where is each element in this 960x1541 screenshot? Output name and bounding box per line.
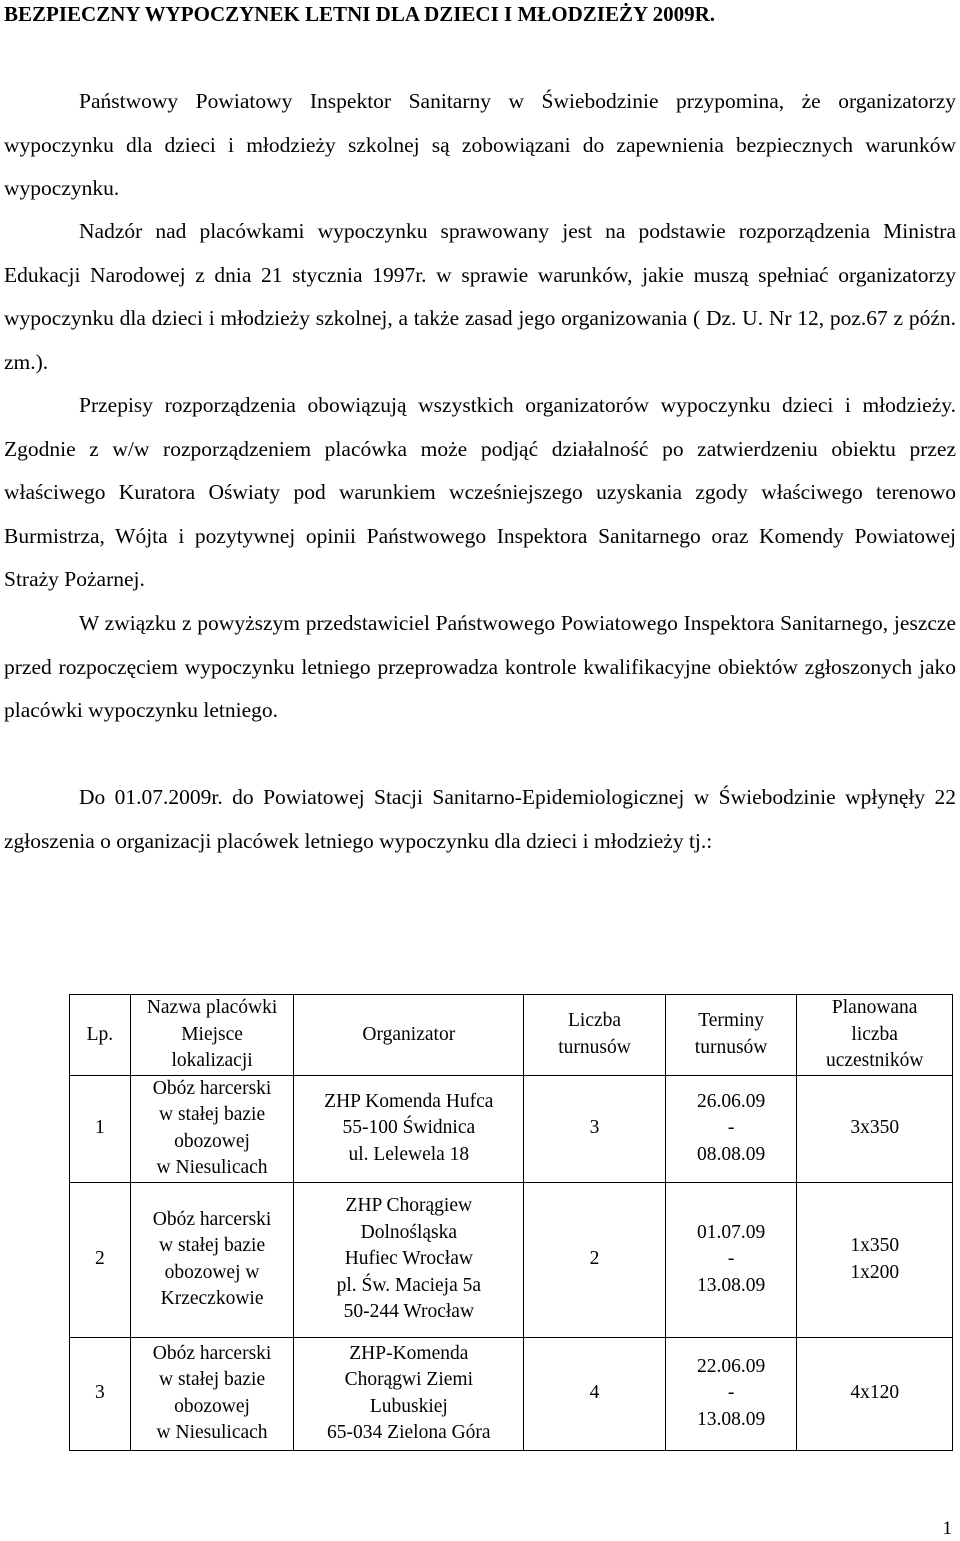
header-terms: [665, 995, 797, 1076]
cell-terms: [665, 1337, 797, 1450]
cell-line: 13.08.09: [696, 1408, 766, 1430]
cell-participants: [797, 1182, 953, 1337]
paragraph-4-text: W związku z powyższym przedstawiciel Państwowego Powiatowego Inspektora Sanitarnego, jeszcze przed rozpoczęciem wypoczynku letniego przeprowadza kontrole kwalifikacyjne obiektów zgłoszonych jako placówki wypoczynku letniego.: [4, 611, 956, 723]
cell-lp: 2: [70, 1182, 131, 1337]
cell-line: -: [727, 1117, 735, 1139]
cell-line: ZHP Komenda Hufca: [324, 1090, 494, 1112]
cell-line: w stałej bazie: [159, 1235, 266, 1256]
paragraph-4: [4, 602, 956, 733]
cell-name: [130, 1075, 294, 1182]
cell-organizer: [294, 1337, 524, 1450]
header-name-line: Miejsce: [181, 1023, 243, 1045]
cell-line: 01.07.09: [696, 1221, 766, 1243]
cell-line: 1x350: [850, 1235, 900, 1256]
cell-line: 55-100 Świdnica: [342, 1117, 476, 1139]
table-row: [70, 1075, 953, 1182]
header-count-line: turnusów: [558, 1036, 631, 1058]
cell-line: w Niesulicach: [156, 1422, 268, 1443]
cell-name: [130, 1182, 294, 1337]
cell-organizer: [294, 1075, 524, 1182]
cell-line: pl. Św. Macieja 5a: [336, 1274, 482, 1296]
cell-line: 1x200: [850, 1261, 900, 1283]
paragraph-2: [4, 210, 956, 384]
table-row: [70, 1182, 953, 1337]
header-name-line: lokalizacji: [171, 1050, 253, 1071]
header-participants-line: Planowana: [831, 997, 918, 1018]
table-header-row: [70, 995, 953, 1076]
cell-line: w stałej bazie: [159, 1369, 266, 1390]
cell-line: 22.06.09: [696, 1355, 766, 1377]
cell-participants: [797, 1075, 953, 1182]
cell-terms: [665, 1075, 797, 1182]
page-number: 1: [942, 1518, 952, 1539]
paragraph-1: [4, 80, 956, 211]
cell-count: 3: [524, 1075, 666, 1182]
cell-line: w stałej bazie: [159, 1104, 266, 1125]
cell-line: 08.08.09: [696, 1143, 766, 1165]
cell-line: -: [727, 1248, 735, 1270]
header-count: [524, 995, 666, 1076]
cell-line: Krzeczkowie: [160, 1288, 264, 1309]
cell-line: Chorągwi Ziemi: [344, 1369, 473, 1390]
cell-organizer: [294, 1182, 524, 1337]
cell-line: obozowej: [174, 1395, 250, 1417]
cell-terms: [665, 1182, 797, 1337]
cell-line: 4x120: [850, 1382, 900, 1404]
cell-line: ul. Lelewela 18: [348, 1143, 470, 1165]
cell-line: ZHP Chorągiew: [345, 1195, 473, 1217]
header-participants: [797, 995, 953, 1076]
cell-line: 26.06.09: [696, 1090, 766, 1112]
paragraph-1-text: Państwowy Powiatowy Inspektor Sanitarny w Świebodzinie przypomina, że organizatorzy wypoczynku dla dzieci i młodzieży szkolnej są zobowiązani do zapewnienia bezpiecznych warunków wypoczynku.: [4, 89, 956, 201]
cell-line: Obóz harcerski: [152, 1208, 272, 1230]
header-participants-line: liczba: [851, 1023, 898, 1045]
paragraph-2-text: Nadzór nad placówkami wypoczynku sprawowany jest na podstawie rozporządzenia Ministra Edukacji Narodowej z dnia 21 stycznia 1997r. w sprawie warunków, jakie muszą spełniać organizatorzy wypoczynku dla dzieci i młodzieży szkolnej, a także zasad jego organizowania ( Dz. U. Nr 12, poz.67 z późn. zm.).: [4, 219, 956, 374]
paragraph-3-text: Przepisy rozporządzenia obowiązują wszystkich organizatorów wypoczynku dzieci i młodzieży. Zgodnie z w/w rozporządzeniem placówka może podjąć działalność po zatwierdzeniu obiektu przez właściwego Kuratora Oświaty pod warunkiem wcześniejszego uzyskania zgody właściwego terenowo Burmistrza, Wójta i pozytywnej opinii Państwowego Inspektora Sanitarnego oraz Komendy Powiatowej Straży Pożarnej.: [4, 393, 956, 592]
document-title: BEZPIECZNY WYPOCZYNEK LETNI DLA DZIECI I MŁODZIEŻY 2009R.: [4, 2, 716, 26]
cell-lp: 3: [70, 1337, 131, 1450]
cell-line: obozowej w: [164, 1261, 260, 1283]
header-terms-line: Terminy: [698, 1010, 764, 1032]
cell-line: Dolnośląska: [360, 1221, 458, 1243]
cell-line: ZHP-Komenda: [349, 1342, 469, 1364]
header-participants-line: uczestników: [825, 1050, 924, 1071]
cell-line: obozowej: [174, 1130, 250, 1152]
cell-line: Obóz harcerski: [152, 1077, 272, 1099]
cell-line: 50-244 Wrocław: [343, 1301, 475, 1323]
table-row: [70, 1337, 953, 1450]
header-terms-line: turnusów: [694, 1036, 768, 1058]
cell-name: [130, 1337, 294, 1450]
cell-line: 65-034 Zielona Góra: [327, 1422, 491, 1443]
cell-line: Lubuskiej: [369, 1395, 448, 1417]
cell-count: 4: [524, 1337, 666, 1450]
header-count-line: Liczba: [568, 1010, 622, 1032]
cell-line: 13.08.09: [696, 1274, 766, 1296]
paragraph-5-text: Do 01.07.2009r. do Powiatowej Stacji Sanitarno-Epidemiologicznej w Świebodzinie wpłynęły 22 zgłoszenia o organizacji placówek letniego wypoczynku dla dzieci i młodzieży tj.:: [4, 785, 956, 853]
header-lp: Lp.: [70, 995, 131, 1076]
camps-table: [69, 994, 953, 1451]
cell-line: Obóz harcerski: [152, 1342, 272, 1364]
cell-participants: [797, 1337, 953, 1450]
cell-lp: 1: [70, 1075, 131, 1182]
cell-line: w Niesulicach: [156, 1157, 268, 1178]
header-name: [130, 995, 294, 1076]
cell-line: Hufiec Wrocław: [344, 1248, 473, 1270]
header-name-line: Nazwa placówki: [146, 997, 278, 1018]
header-organizer: Organizator: [294, 995, 524, 1076]
paragraph-5: [4, 776, 956, 863]
cell-line: -: [727, 1382, 735, 1404]
cell-line: 3x350: [850, 1117, 900, 1139]
paragraph-3: [4, 384, 956, 602]
cell-count: 2: [524, 1182, 666, 1337]
